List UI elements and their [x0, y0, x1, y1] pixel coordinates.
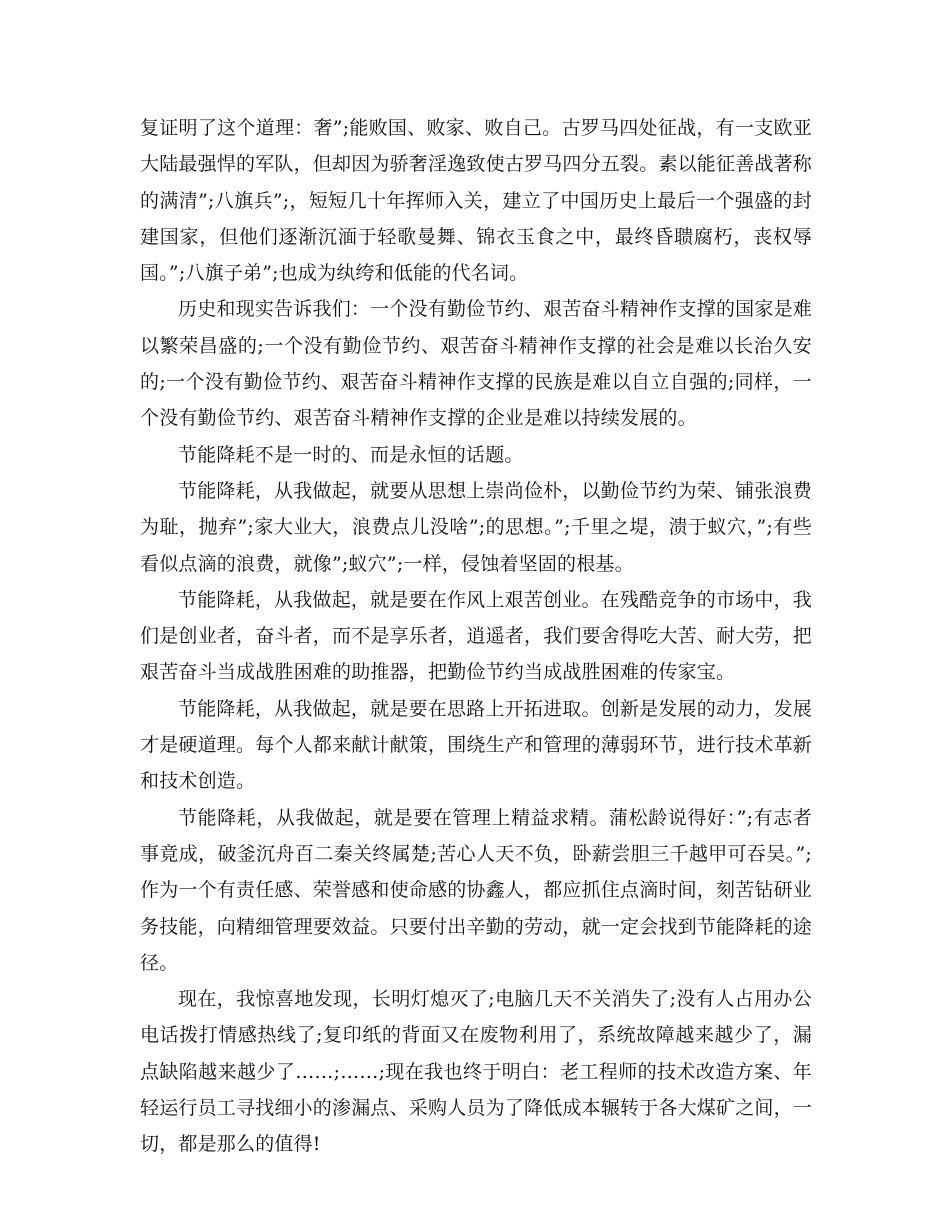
paragraph-8: 现在，我惊喜地发现，长明灯熄灭了;电脑几天不关消失了;没有人占用办公电话拨打情感热线了;复印纸的背面又在废物利用了，系统故障越来越少了，漏点缺陷越来越少了……;……;现在我也终于明白：老工程师的技术改造方案、年轻运行员工寻找细小的渗漏点、采购人员为了降低成本辗转于各大煤矿之间，一切，都是那么的值得!	[140, 988, 813, 1156]
paragraph-1: 复证明了这个道理：奢”;能败国、败家、败自己。古罗马四处征战，有一支欧亚大陆最强悍的军队，但却因为骄奢淫逸致使古罗马四分五裂。素以能征善战著称的满清”;八旗兵”;，短短几十年挥师入关，建立了中国历史上最后一个强盛的封建国家，但他们逐渐沉湎于轻歌曼舞、锦衣玉食之中，最终昏聩腐朽，丧权辱国。”;八旗子弟”;也成为纨绔和低能的代名词。	[140, 117, 813, 285]
paragraph-7: 节能降耗，从我做起，就是要在管理上精益求精。蒲松龄说得好：”;有志者事竟成，破釜沉舟百二秦关终属楚;苦心人天不负，卧薪尝胆三千越甲可吞吴。”;作为一个有责任感、荣誉感和使命感的协鑫人，都应抓住点滴时间，刻苦钻研业务技能，向精细管理要效益。只要付出辛勤的劳动，就一定会找到节能降耗的途径。	[140, 806, 813, 974]
paragraph-3: 节能降耗不是一时的、而是永恒的话题。	[178, 443, 524, 466]
paragraph-5: 节能降耗，从我做起，就是要在作风上艰苦创业。在残酷竞争的市场中，我们是创业者，奋斗者，而不是享乐者，逍遥者，我们要舍得吃大苦、耐大劳，把艰苦奋斗当成战胜困难的助推器，把勤俭节约当成战胜困难的传家宝。	[140, 588, 813, 684]
paragraph-2: 历史和现实告诉我们：一个没有勤俭节约、艰苦奋斗精神作支撑的国家是难以繁荣昌盛的;一个没有勤俭节约、艰苦奋斗精神作支撑的社会是难以长治久安的;一个没有勤俭节约、艰苦奋斗精神作支撑的民族是难以自立自强的;同样，一个没有勤俭节约、艰苦奋斗精神作支撑的企业是难以持续发展的。	[140, 298, 812, 430]
paragraph-4: 节能降耗，从我做起，就要从思想上崇尚俭朴，以勤俭节约为荣、铺张浪费为耻，抛弃”;家大业大，浪费点儿没啥”;的思想。”;千里之堤，溃于蚁穴，”;有些看似点滴的浪费，就像”;蚁穴”;一样，侵蚀着坚固的根基。	[140, 479, 812, 575]
document-body	[140, 110, 812, 1163]
paragraph-6: 节能降耗，从我做起，就是要在思路上开拓进取。创新是发展的动力，发展才是硬道理。每个人都来献计献策，围绕生产和管理的薄弱环节，进行技术革新和技术创造。	[140, 697, 813, 793]
